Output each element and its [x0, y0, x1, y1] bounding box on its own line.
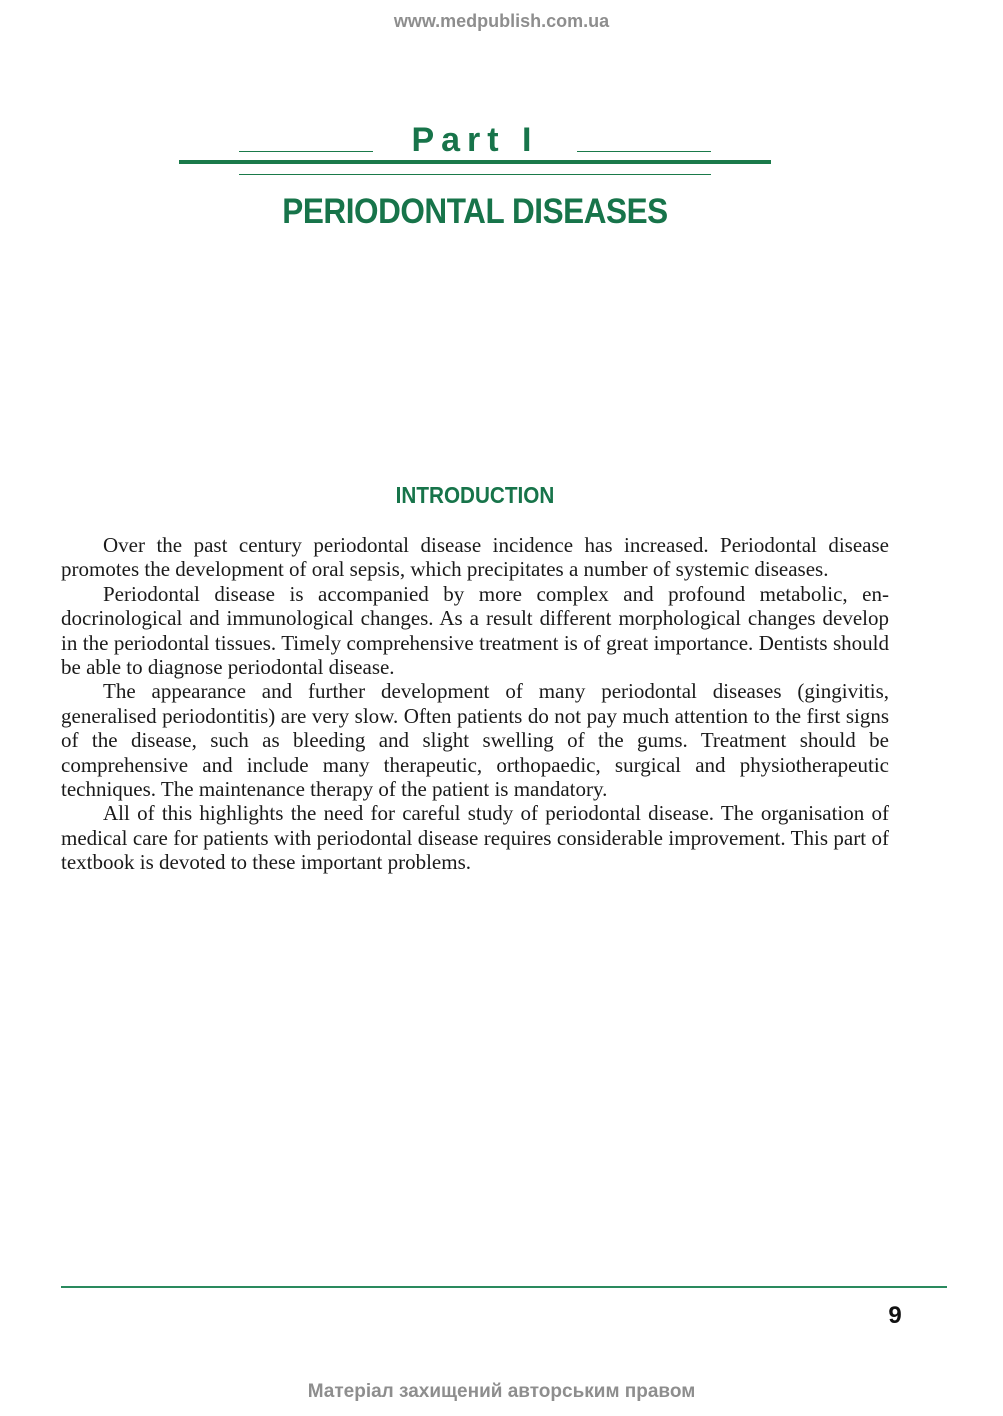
part-divider-thin — [239, 174, 711, 175]
part-divider-thick — [179, 160, 771, 164]
part-title: PERIODONTAL DISEASES — [282, 192, 668, 231]
paragraph-2: Periodontal disease is accompanied by more complex and profound metabolic, endocrinological and immunological changes. As a result different morphological changes develop in the periodontal tissues. Timely comprehensive treatment is of great importance. Dentists should be able to diagnose periodontal disease. — [61, 581, 889, 680]
paragraph-4: All of this highlights the need for careful study of periodontal disease. The organisation of medical care for patients with periodontal disease requires considerable improvement. This part of textbook is devoted to these important problems. — [61, 801, 889, 875]
part-label: Part I — [411, 121, 539, 159]
copyright-watermark: Матеріал захищений авторським правом — [307, 1381, 696, 1402]
footer-rule — [61, 1286, 947, 1288]
header-url: www.medpublish.com.ua — [393, 11, 610, 31]
page-number: 9 — [888, 1302, 902, 1329]
paragraph-1: Over the past century periodontal disease incidence has increased. Periodontal disease promotes the development of oral sepsis, which precipitates a number of systemic diseases. — [61, 533, 889, 582]
paragraph-3: The appearance and further development of many periodontal diseases (gingivitis, generalised periodontitis) are very slow. Often patients do not pay much attention to the first signs of the disease, such as bleeding and slight swelling of the gums. Treatment should be comprehensive and include many therapeutic, orthopaedic, surgical and physiotherapeutic techniques. The maintenance therapy of the patient is mandatory. — [61, 679, 889, 802]
section-title: INTRODUCTION — [395, 482, 555, 508]
part-rule-right — [577, 151, 711, 152]
part-rule-left — [239, 151, 373, 152]
body-text — [61, 533, 889, 875]
